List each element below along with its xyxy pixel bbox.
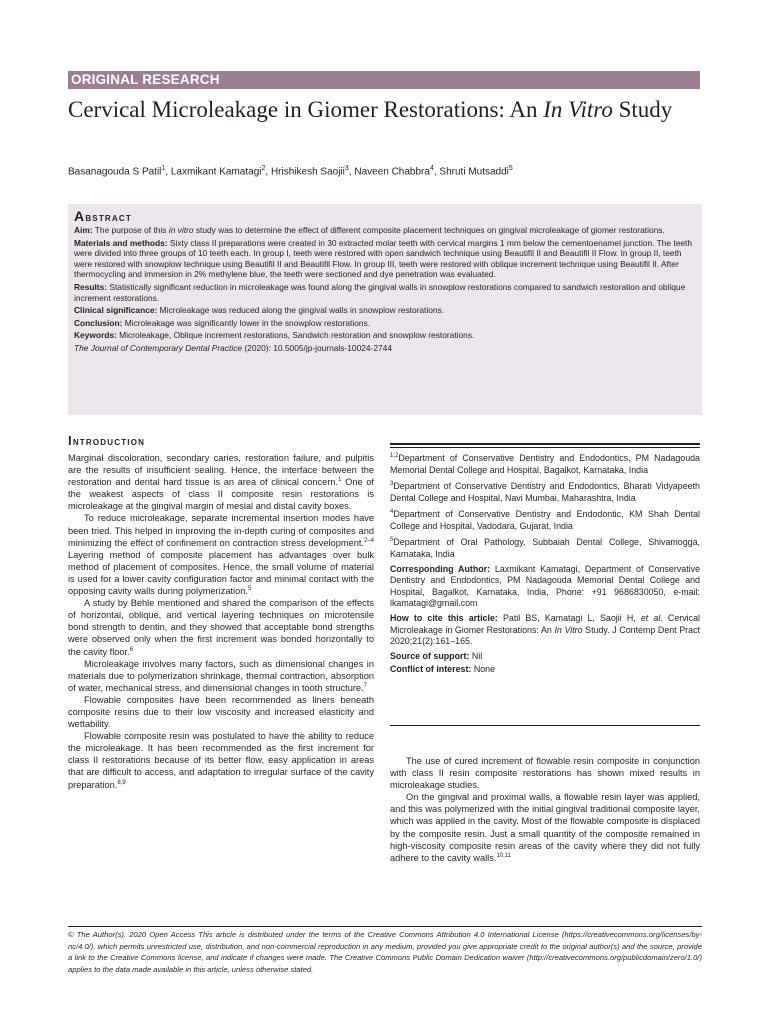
affiliation-item: $^{1,2}$Department of Conservative Dentistry and Endodontics, PM Nadagouda Memorial Dental College and Hospital, Bagalkot, Karnataka, India bbox=[390, 452, 700, 475]
source-of-support: Source of support: Nil bbox=[390, 650, 483, 661]
author-name: Naveen Chabbra bbox=[354, 166, 430, 178]
license-footer: © The Author(s). 2020 Open Access This article is distributed under the terms of the Creative Commons Attribution 4.0 International License (https://creativecommons.org/licenses/by-nc/4.0/), which permits unrestricted use, distribution, and non-commercial reproduction in any medium, provided you give appropriate credit to the original author(s) and the source, provide a link to the Creative Commons license, and indicate if changes were made. The Creative Commons Public Domain Dedication waiver (http://creativecommons.org/publicdomain/zero/1.0/) applies to the data made available in this article, unless otherwise stated. bbox=[68, 930, 702, 974]
author-name: Laxmikant Kamatagi bbox=[170, 166, 262, 178]
author-name: Hrishikesh Saojii bbox=[270, 166, 345, 178]
intro-paragraph: Microleakage involves many factors, such as dimensional changes in materials due to polymerization shrinkage, thermal contraction, absorption of water, mechanical stress, and dimensional changes in tooth structure.$^7$ bbox=[68, 658, 374, 693]
body-paragraph: The use of cured increment of flowable resin composite in conjunction with class II resin composite restorations has shown mixed results in microleakage studies. bbox=[390, 756, 700, 791]
introduction-column bbox=[68, 433, 374, 791]
abstract-journal: The Journal of Contemporary Dental Practice (2020): 10.5005/jp-journals-10024-2744 bbox=[74, 342, 392, 353]
right-body-column bbox=[390, 755, 700, 864]
affiliation-bottom-rule bbox=[390, 725, 700, 726]
affiliation-item: $^4$Department of Conservative Dentistry and Endodontic, KM Shah Dental College and Hospital, Vadodara, Gujarat, India bbox=[390, 509, 700, 531]
abstract-methods: Materials and methods: Sixty class II preparations were created in 30 extracted molar teeth with cervical margins 1 mm below the cementoenamel junction. The teeth were divided into three groups of 10 teeth each. In group I, teeth were restored with open sandwich technique using Beautifil II and Beautifil II Flow. In group II, teeth were restored with snowplow technique using Beautifil II and Beautifil Flow. In group III, teeth were restored with oblique increment technique using Beautifil II. After thermocycling and immersion in 2% methylene blue, the teeth were sectioned and dye penetration was evaluated. bbox=[74, 237, 693, 280]
conflict-of-interest: Conflict of interest: None bbox=[390, 664, 496, 675]
introduction-heading: Introduction bbox=[68, 433, 146, 448]
intro-paragraph: Marginal discoloration, secondary caries, restoration failure, and pulpitis are the results of insufficient sealing. Hence, the interface between the restoration and dental hard tissue is an area of clinical concern.$^1$ One of the weakest aspects of class II composite resin restorations is microleakage at the gingival margin of mesial and distal cavity boxes. bbox=[68, 453, 374, 512]
abstract-aim: Aim: The purpose of this in vitro study was to determine the effect of different composite placement techniques on gingival microleakage of giomer restorations. bbox=[74, 225, 665, 235]
intro-paragraph: A study by Behle mentioned and shared the comparison of the effects of horizontal, oblique, and vertical layering techniques on microtensile bond strength to dentin, and they showed that acceptable bond strengths were observed only when the first increment was bonded horizontally to the cavity floor.$^6$ bbox=[68, 598, 374, 657]
intro-paragraph: Flowable composite resin was postulated to have the ability to reduce the microleakage. It has been recommended as the first increment for class II restorations because of its better flow, easy application in areas that are difficult to access, and adaptation to irregular surface of the cavity preparation.$^{8,9}$ bbox=[68, 731, 374, 790]
body-paragraph: On the gingival and proximal walls, a flowable resin layer was applied, and this was polymerized with the initial gingival traditional composite layer, which was applied in the cavity. Most of the flowable composite is displaced by the composite resin. Just a small quantity of the composite remained in high-viscosity composite resin areas of the cavity where they did not fully adhere to the cavity walls.$^{10,11}$ bbox=[390, 792, 700, 863]
article-title: Cervical Microleakage in Giomer Restorations: An In Vitro Study bbox=[68, 97, 673, 122]
abstract-heading: Abstract bbox=[74, 208, 132, 224]
abstract-results: Results: Statistically significant reduction in microleakage was found along the gingival walls in snowplow restorations compared to sandwich restoration and oblique increment restorations. bbox=[74, 281, 686, 303]
section-banner: ORIGINAL RESEARCH bbox=[68, 71, 700, 89]
citation: How to cite this article: Patil BS, Kamatagi L, Saojii H, et al. Cervical Microleakage in Giomer Restorations: An In Vitro Study. J Contemp Dent Pract 2020;21(2):161–165. bbox=[390, 613, 700, 647]
affiliation-inner-rule bbox=[390, 447, 700, 448]
abstract-keywords: Keywords: Microleakage, Oblique increment restorations, Sandwich restoration and snowplow restorations. bbox=[74, 330, 475, 341]
title-italic: In Vitro bbox=[543, 97, 613, 122]
intro-paragraph: Flowable composites have been recommended as liners beneath composite resins due to their low viscosity and increased elasticity and wettability. bbox=[68, 694, 374, 730]
affiliation-top-rule bbox=[390, 443, 700, 445]
corresponding-author: Corresponding Author: Laxmikant Kamatagi, Department of Conservative Dentistry and Endodontics, PM Nadagouda Memorial Dental College and Hospital, Bagalkot, Karnataka, India, Phone: +91 9686830050, e-mail: lkamatagi@gmail.com bbox=[390, 563, 700, 609]
intro-paragraph: To reduce microleakage, separate incremental insertion modes have been tried. This helped in improving the in-depth curing of composites and minimizing the effect of confinement on contraction stress development.$^{2-4}$ Layering method of composite placement has advantages over bulk method of placement of composites. Hence, the small volume of material is used for a lower cavity configuration factor and minimal contact with the opposing cavity walls during polymerization.$^5$ bbox=[68, 513, 374, 597]
affiliation-item: $^5$Department of Oral Pathology, Subbaiah Dental College, Shivamogga, Karnataka, India bbox=[390, 537, 700, 560]
author-list: Basanagouda S Patil$^1$, Laxmikant Kamatagi$^2$, Hrishikesh Saojii$^3$, Naveen Chabbra$^4$, Shruti Mutsaddi$^5$ bbox=[68, 165, 513, 178]
footer-rule bbox=[68, 926, 702, 927]
author-name: Basanagouda S Patil bbox=[68, 166, 162, 178]
author-name: Shruti Mutsaddi bbox=[439, 166, 509, 178]
abstract-clinical-significance: Clinical significance: Microleakage was reduced along the gingival walls in snowplow restorations. bbox=[74, 305, 445, 316]
affiliation-item: $^3$Department of Conservative Dentistry and Endodontics, Bharati Vidyapeeth Dental College and Hospital, Navi Mumbai, Maharashtra, India bbox=[390, 481, 700, 503]
affiliations-block bbox=[390, 451, 700, 679]
abstract-conclusion: Conclusion: Microleakage was significantly lower in the snowplow restorations. bbox=[74, 317, 371, 328]
abstract-box bbox=[68, 204, 702, 415]
